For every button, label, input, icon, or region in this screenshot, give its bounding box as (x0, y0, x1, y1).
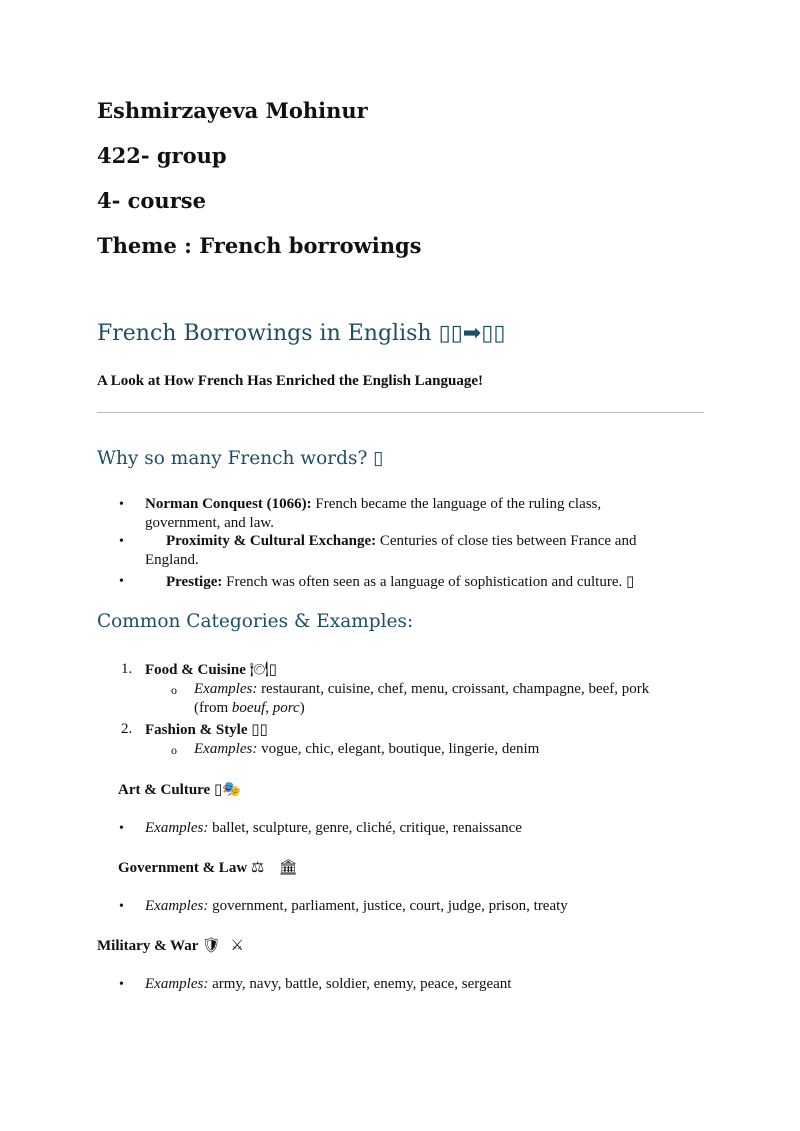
sparkle-icon: ▯ (626, 572, 635, 590)
bullet-icon: • (119, 977, 124, 992)
flag-arrow-icon: ▯▯➡▯▯ (438, 321, 506, 346)
author-name: Eshmirzayeva Mohinur (97, 98, 368, 123)
sub-bullet-icon: o (171, 743, 177, 757)
item-text-cont: England. (145, 552, 199, 568)
list-number: 1. (121, 661, 133, 677)
examples-food (194, 680, 704, 718)
theme-line: Theme : French borrowings (97, 233, 422, 258)
item-text: Centuries of close ties between France and (376, 533, 637, 549)
item-term: Norman Conquest (1066): (145, 496, 312, 512)
category-fashion (145, 720, 268, 740)
examples-text: government, parliament, justice, court, judge, prison, treaty (208, 898, 568, 914)
dress-icon: ▯▯ (251, 720, 268, 738)
item-term: Proximity & Cultural Exchange: (166, 533, 377, 549)
thinking-icon: ▯ (373, 448, 384, 469)
examples-text: restaurant, cuisine, chef, menu, croissant, champagne, beef, pork (257, 681, 650, 697)
subtitle: A Look at How French Has Enriched the English Language! (97, 373, 484, 389)
scales-building-icon: ⚖ 🏛 (250, 858, 298, 876)
list-item (145, 572, 725, 592)
horizontal-divider (97, 412, 704, 413)
list-item (145, 495, 705, 533)
examples-text: vogue, chic, elegant, boutique, lingerie, denim (257, 741, 540, 757)
examples-text: ) (299, 700, 305, 716)
bullet-icon: • (119, 821, 124, 836)
examples-text: , (265, 700, 273, 716)
examples-text: ballet, sculpture, genre, cliché, critique, renaissance (208, 820, 522, 836)
category-military (97, 936, 244, 955)
why-heading-text: Why so many French words? (97, 448, 368, 469)
examples-text: boeuf (231, 700, 266, 716)
examples-military (145, 975, 511, 994)
item-text: French became the language of the ruling class, (311, 496, 602, 512)
category-food (145, 660, 277, 680)
examples-label: Examples: (145, 898, 209, 914)
examples-fashion (194, 740, 539, 759)
category-label: Art & Culture (118, 782, 211, 798)
examples-text: (from (194, 700, 232, 716)
document-title (97, 321, 505, 346)
group-line: 422- group (97, 143, 227, 168)
theater-masks-icon: ▯🎭 (213, 780, 241, 798)
examples-label: Examples: (194, 681, 258, 697)
bullet-icon: • (119, 899, 124, 914)
examples-art (145, 819, 522, 838)
bullet-icon: • (119, 534, 124, 549)
list-item (145, 532, 705, 570)
category-government (118, 858, 298, 877)
course-line: 4- course (97, 188, 206, 213)
category-label: Military & War (97, 938, 199, 954)
examples-text: porc (272, 700, 300, 716)
bullet-icon: • (119, 497, 124, 512)
category-label: Food & Cuisine (145, 662, 246, 678)
examples-text: army, navy, battle, soldier, enemy, peace, sergeant (208, 976, 512, 992)
item-term: Prestige: (166, 574, 223, 590)
item-text-cont: government, and law. (145, 515, 274, 531)
shield-swords-icon: 🛡 ⚔ (201, 936, 244, 954)
list-number: 2. (121, 721, 133, 737)
examples-label: Examples: (145, 976, 209, 992)
sub-bullet-icon: o (171, 683, 177, 697)
categories-heading: Common Categories & Examples: (97, 611, 414, 632)
examples-government (145, 897, 568, 916)
why-heading (97, 448, 383, 469)
item-text: French was often seen as a language of sophistication and culture. (222, 574, 623, 590)
examples-label: Examples: (145, 820, 209, 836)
category-art (118, 780, 241, 799)
examples-label: Examples: (194, 741, 258, 757)
category-label: Government & Law (118, 860, 248, 876)
title-text: French Borrowings in English (97, 321, 432, 346)
bullet-icon: • (119, 574, 124, 589)
plate-icon: 🍽▯ (249, 660, 277, 678)
category-label: Fashion & Style (145, 722, 248, 738)
